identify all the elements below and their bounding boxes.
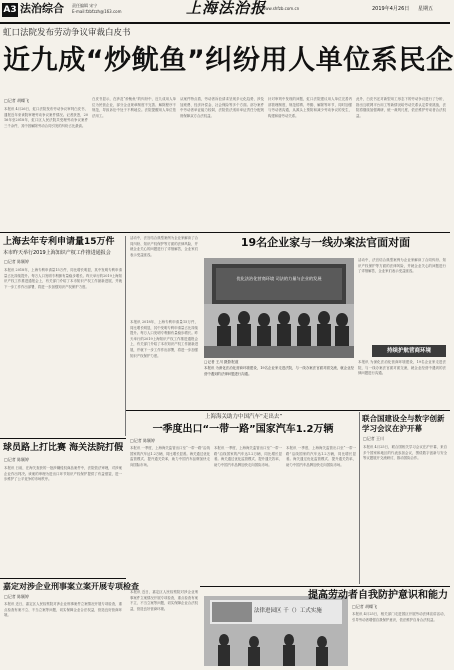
section-rule-4: [0, 578, 126, 579]
lecture-body: 本报讯 4月25日，相关部门走进园区开展劳动法律宣讲活动，引导劳动者增强自我保护意识，依法维护自身合法权益。: [352, 612, 447, 622]
editor-email: E-mail:fzbfzzh@163.com: [72, 9, 122, 14]
lecture-headline: 提高劳动者自我防护意识和能力: [308, 590, 448, 601]
editor-line: 责任编辑 宋宁: [72, 3, 98, 8]
criminal-body-col2: 本报讯 近日，嘉定区人民检察院对涉企业刑事案件立案情况开展专项检查，重点检查有案不立、不当立案等问题，切实保障企业合法权益，营造良好营商环境。: [130, 590, 198, 611]
patent-headline: 上海去年专利申请量15万件: [3, 237, 115, 247]
forum-photo-image: [204, 258, 354, 358]
section-rule-1: [0, 232, 450, 233]
section-rule-3: [0, 438, 126, 439]
forum-caption-text: 本报讯 为深化法治化营商环境建设，19名企业家走进法院，与一线办案法官面对面交流，就企业经营中遇到的法律问题进行沟通。: [204, 366, 354, 376]
criminal-byline: □记者 陈颖婷: [4, 594, 30, 599]
lead-body-col3: 从案件特点看，劳动者诉讼请求呈现多元化趋势，涉及加班费、经济补偿金、社会保险等多个方面。部分案件中劳动者举证能力较弱，法院依法适用举证责任分配规则保障双方合法权益。: [180, 97, 264, 118]
lead-body-col1: 本报讯 4月26日，虹口法院发布劳动争议审判白皮书，通报近年来该院审理劳动争议案件情况。记者获悉，2016年至2018年，虹口区人民法院共受理劳动争议案件三千余件，其中因解除劳动合同引发的纠纷占比最高。: [4, 107, 88, 128]
section-rule-5: [200, 586, 450, 587]
lead-headline: 近九成“炒鱿鱼”纠纷用人单位系民企: [3, 45, 454, 76]
section-tag: A3: [3, 5, 17, 15]
auto-headline: 一季度出口“一带一路”国家汽车1.2万辆: [152, 424, 334, 435]
auto-kicker: 上海海关助力中国汽车“走出去”: [205, 414, 283, 420]
section-rule-2: [126, 410, 450, 411]
issue-date: 2019年4月26日: [372, 6, 410, 12]
forum-photo: [204, 258, 354, 358]
forum-photo-caption: □记者 王川 摄影报道: [204, 360, 239, 364]
lead-body-col2: 白皮书显示，在涉及“炒鱿鱼”的纠纷中，近九成用人单位为民营企业，部分企业规章制度不完善、解除程序不规范，导致诉讼中处于不利地位。法院提醒用人单位依法用工。: [92, 97, 176, 118]
forum-right-lower: 本报讯 为深化法治化营商环境建设，19名企业家走进法院，与一线办案法官面对面交流，就企业经营中遇到的法律问题进行沟通。: [358, 360, 446, 376]
paper-name: 上海法治报: [186, 0, 267, 17]
lecture-byline: □记者 胡蝶飞: [352, 604, 378, 609]
lecture-photo-banner: 法律进园区 千（）工式实施: [254, 608, 322, 614]
column-rule-left: [125, 236, 126, 436]
lead-body-col5: 此外，白皮书还对新型用工形态下的劳动争议进行了分析，指出互联网平台用工等新情况给劳动关系认定带来挑战，法院将继续加强调研，统一裁判尺度，依法维护劳动者合法权益。: [356, 97, 446, 118]
issue-weekday: 星期五: [418, 6, 434, 12]
paper-website: www.shfzb.com.cn: [262, 6, 300, 11]
forum-headline: 19名企业家与一线办案法官面对面: [240, 236, 411, 249]
patent-body-continued: 活动中，法官结合典型案例为企业家解读了合同纠纷、知识产权保护等方面的法律风险，并就企业关心的问题进行了详细解答，企业家们表示受益匪浅。: [130, 236, 198, 257]
patent-byline: □记者 陈颖婷: [4, 259, 30, 264]
patent-subhead: 本市昨天举行2019上海知识产权工作推进通报会: [3, 250, 111, 256]
auto-byline: □记者 陈颖婷: [130, 438, 156, 443]
lead-byline: □记者 胡蝶飞: [4, 98, 30, 103]
foreign-headline: 球员路上打比赛 海关法院打假: [3, 443, 124, 453]
patent-body: 本报讯 2018年，上海专利申请量15万件，同比增长明显，其中发明专利申请量占比持续提升。每万人口发明专利拥有量稳步增长。昨天举行的2019上海知识产权工作推进通报会上，有关部门介绍了本市知识产权工作最新进展，并就下一步工作作出部署，将进一步加强知识产权保护力度。: [4, 268, 122, 289]
forum-right-text: 活动中，法官结合典型案例为企业家解读了合同纠纷、知识产权保护等方面的法律风险，并就企业关心的问题进行了详细解答，企业家们表示受益匪浅。: [358, 258, 446, 274]
auto-body-col2: 本报讯 一季度，上海海关监管出口至“一带一路”沿线国家的汽车达1.2万辆，同比增长显著。海关通过优化监管模式、提升通关效率，助力中国汽车品牌加快走向国际市场。: [214, 446, 282, 467]
foreign-body: 本报讯 日前，在海关查获的一批涉嫌侵权商品案件中，法院依法审理，对涉案企业作出判决。该案的审理为进出口环节知识产权保护提供了有益借鉴，进一步维护了公平竞争的市场秩序。: [4, 466, 122, 482]
lead-kicker: 虹口法院发布劳动争议审裁白皮书: [3, 28, 131, 38]
wechat-body: 本报讯 4月25日，联合国相关学习会议在沪开幕，来自多个国家和地区的代表参加会议，围绕数字创新与安全等议题展开交流研讨，推动国际合作。: [363, 445, 447, 461]
foreign-byline: □记者 陈颖婷: [4, 457, 30, 462]
section-title: 法治综合: [20, 2, 64, 15]
lead-body-col4: 针对审判中发现的问题，虹口法院建议用人单位完善内部管理制度，规范招聘、考勤、解除等环节，同时加强与劳动者沟通，从源头上预防和减少劳动争议的发生，构建和谐劳动关系。: [268, 97, 352, 118]
masthead-rule: [0, 22, 450, 24]
forum-tag: 持续护航营商环境: [372, 345, 446, 357]
column-rule-right: [359, 412, 360, 584]
criminal-body: 本报讯 近日，嘉定区人民检察院对涉企业刑事案件立案情况开展专项检查，重点检查有案不立、不当立案等问题，切实保障企业合法权益，营造良好营商环境。: [4, 602, 122, 618]
forum-photo-banner: 优化法治化营商环境 司法的力量与企业的发展: [236, 276, 322, 281]
lecture-photo: [204, 596, 348, 666]
masthead: [0, 0, 450, 22]
auto-body-col3: 本报讯 一季度，上海海关监管出口至“一带一路”沿线国家的汽车达1.2万辆，同比增长显著。海关通过优化监管模式、提升通关效率，助力中国汽车品牌加快走向国际市场。: [286, 446, 356, 467]
criminal-headline: 嘉定对涉企业刑事案立案开展专项检查: [3, 582, 139, 591]
patent-side-lower: 本报讯 2018年，上海专利申请量15万件，同比增长明显，其中发明专利申请量占比持续提升。每万人口发明专利拥有量稳步增长。昨天举行的2019上海知识产权工作推进通报会上，有关部门介绍了本市知识产权工作最新进展，并就下一步工作作出部署，将进一步加强知识产权保护力度。: [130, 320, 198, 358]
wechat-headline: 联合国建设全与数字创新学习会议在沪开幕: [362, 414, 445, 433]
auto-body-col1: 本报讯 一季度，上海海关监管出口至“一带一路”沿线国家的汽车达1.2万辆，同比增长显著。海关通过优化监管模式、提升通关效率，助力中国汽车品牌加快走向国际市场。: [130, 446, 210, 467]
wechat-byline: □记者 王川: [363, 436, 385, 441]
